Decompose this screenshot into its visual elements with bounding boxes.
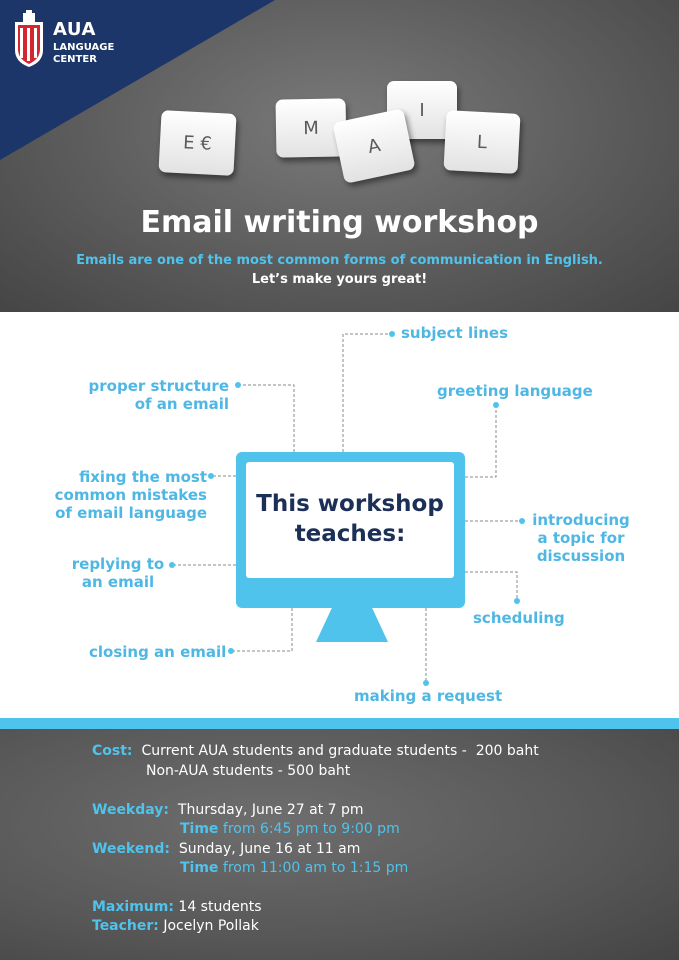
diagram-center-text: This workshop teaches: [256,491,444,547]
topic-replying: replying to an email [71,555,165,591]
topic-dot [423,680,429,686]
weekday-value: Thursday, June 27 at 7 pm [177,802,364,818]
topic-dot [519,518,525,524]
topic-closing: closing an email [89,643,227,661]
accent-divider [0,718,679,729]
weekend-time-value: from 11:00 am to 1:15 pm [222,860,409,876]
topic-greeting-language: greeting language [437,382,593,400]
topic-dot [228,648,234,654]
cost-line1: Current AUA students and graduate students - 200 baht [141,743,539,759]
hero-subtitle: Emails are one of the most common forms of communication in English. [76,253,603,268]
key-label: L [476,131,488,153]
maximum-label: Maximum: [92,899,174,915]
weekday-time-value: from 6:45 pm to 9:00 pm [222,821,400,837]
topic-dot [493,402,499,408]
topic-making-request: making a request [354,687,503,705]
hero-tagline: Let’s make yours great! [251,272,428,287]
page-title: Email writing workshop [140,205,539,240]
teacher-label: Teacher: [92,918,159,934]
topic-dot [208,473,214,479]
key-label: A [365,134,383,158]
cost-line2: Non-AUA students - 500 baht [146,763,351,779]
weekend-time-row [180,860,408,876]
topic-dot [514,598,520,604]
topic-introducing: introducing a topic for discussion [532,511,630,565]
cost-label: Cost: [92,743,133,759]
topic-scheduling: scheduling [473,609,565,627]
maximum-value: 14 students [178,899,262,915]
maximum-row [92,899,261,915]
brand-sub-text: LANGUAGE CENTER [53,42,115,65]
teacher-value: Jocelyn Pollak [163,918,259,934]
topic-dot [389,331,395,337]
brand-name: AUA [53,19,96,40]
weekend-time-label: Time [180,860,219,876]
weekday-row [92,802,364,818]
weekend-label: Weekend: [92,841,170,857]
cost-row [92,743,539,759]
topic-proper-structure: proper structure of an email [88,377,229,413]
weekday-label: Weekday: [92,802,170,818]
teacher-row [92,918,259,934]
weekend-value: Sunday, June 16 at 11 am [178,841,361,857]
key-label: M [303,117,319,139]
cost-row-2 [146,763,350,779]
topic-fixing-mistakes: fixing the most common mistakes of email language [54,468,207,522]
weekday-time-label: Time [180,821,219,837]
topic-dot [169,562,175,568]
key-label: E € [182,131,213,155]
weekend-row [92,841,360,857]
key-label: I [419,99,425,121]
weekday-time-row [180,821,400,837]
topic-subject-lines: subject lines [401,324,509,342]
topic-dot [235,382,241,388]
